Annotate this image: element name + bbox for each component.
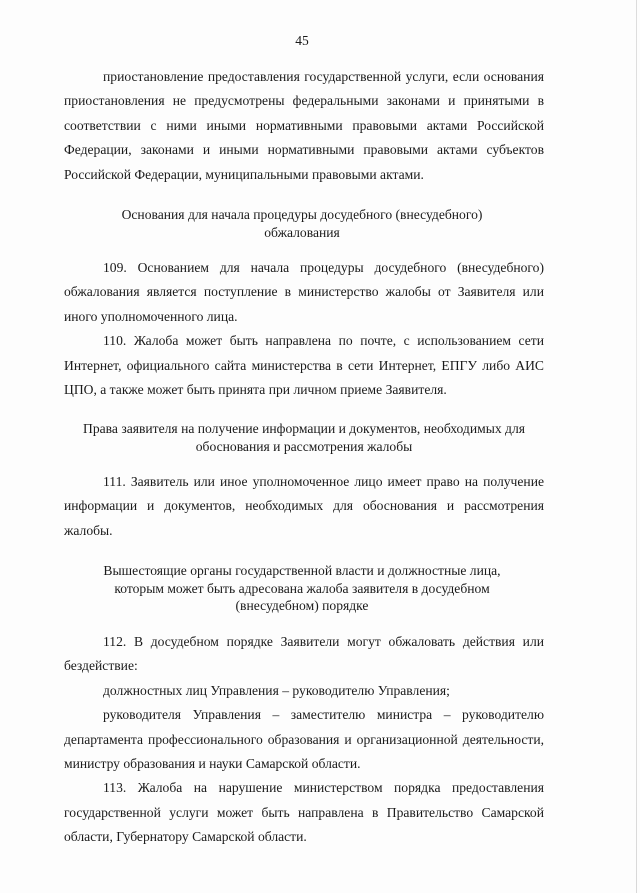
- paragraph-112: 112. В досудебном порядке Заявители могут обжаловать действия или бездействие:: [64, 634, 544, 674]
- paragraphs-112-113: [64, 630, 544, 850]
- page-edge: [636, 0, 637, 893]
- list-item-head: руководителя Управления – заместителю министра – руководителю департамента профессионального образования и организационной деятельности, министру образования и науки Самарской области.: [64, 707, 544, 772]
- section-heading-rights-block: [70, 420, 538, 455]
- section-heading-rights: Права заявителя на получение информации и документов, необходимых для обоснования и рассмотрения жалобы: [83, 421, 525, 454]
- paragraph-continuation-block: [64, 65, 544, 187]
- paragraph-111: 111. Заявитель или иное уполномоченное лицо имеет право на получение информации и документов, необходимых для обоснования и рассмотрения жалобы.: [64, 474, 544, 538]
- section-heading-authorities: Вышестоящие органы государственной власти и должностные лица, которым может быть адресована жалоба заявителя в досудебном (внесудебном) порядке: [103, 563, 501, 613]
- page-number: 45: [295, 33, 309, 48]
- paragraphs-109-110: [64, 256, 544, 402]
- section-heading-authorities-block: [84, 562, 520, 615]
- paragraph-continuation: приостановление предоставления государственной услуги, если основания приостановления не предусмотрены федеральными законами и принятыми в соответствии с ними иными нормативными правовыми актами Российской Федерации, законами и иными нормативными правовыми актами субъектов Российской Федерации, муниципальными правовыми актами.: [64, 69, 544, 182]
- section-heading-grounds: Основания для начала процедуры досудебного (внесудебного) обжалования: [121, 207, 483, 240]
- paragraph-110: 110. Жалоба может быть направлена по почте, с использованием сети Интернет, официального сайта министерства в сети Интернет, ЕПГУ либо АИС ЦПО, а также может быть принята при личном приеме Заявителя.: [64, 333, 544, 398]
- section-heading-block: [90, 206, 514, 241]
- list-item-officials: должностных лиц Управления – руководителю Управления;: [103, 682, 450, 698]
- paragraph-109: 109. Основанием для начала процедуры досудебного (внесудебного) обжалования является поступление в министерство жалобы от Заявителя или иного уполномоченного лица.: [64, 260, 544, 324]
- paragraph-111-block: [64, 470, 544, 543]
- paragraph-113: 113. Жалоба на нарушение министерством порядка предоставления государственной услуги может быть направлена в Правительство Самарской области, Губернатору Самарской области.: [64, 780, 544, 845]
